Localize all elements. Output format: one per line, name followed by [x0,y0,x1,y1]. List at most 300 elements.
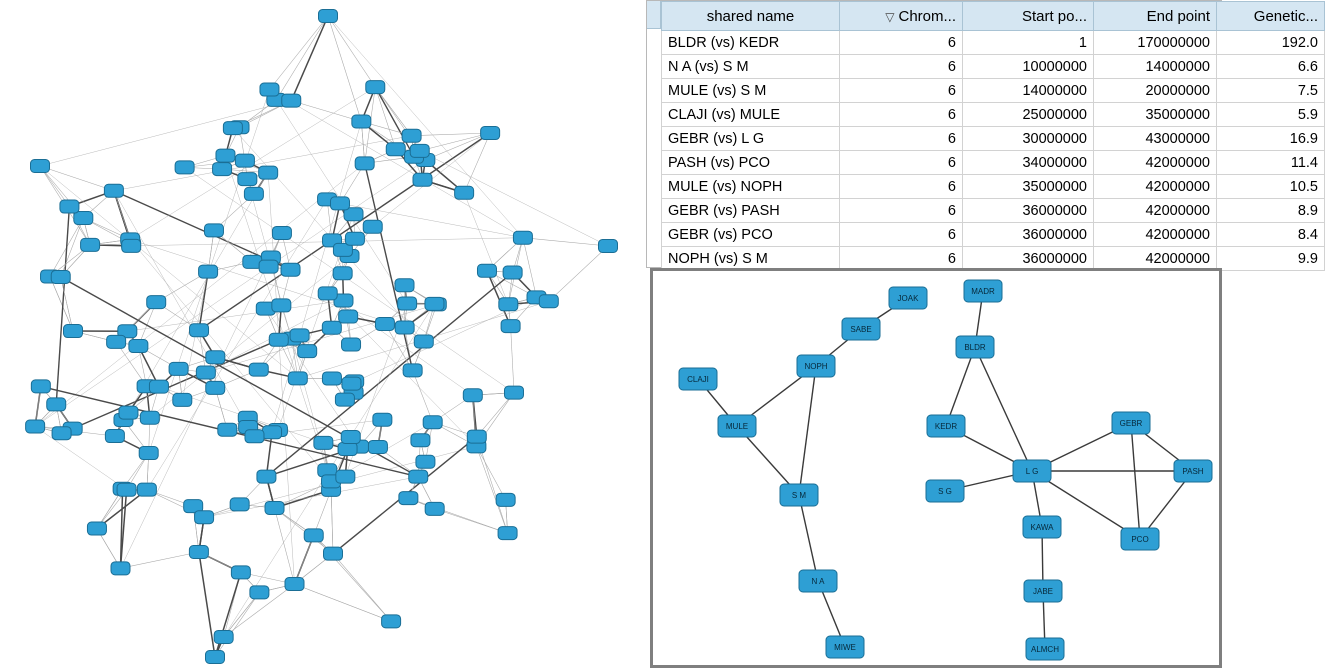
main-network-node[interactable] [175,161,194,174]
node-shape[interactable] [330,197,349,210]
node-shape[interactable] [503,266,522,279]
column-header-end-point[interactable] [1094,2,1217,31]
node-shape[interactable] [195,511,214,524]
node-shape[interactable] [244,187,263,200]
node-shape[interactable] [189,545,208,558]
main-network-edge[interactable] [35,267,269,427]
node-shape[interactable] [342,377,361,390]
main-network-edge[interactable] [413,370,433,422]
node-shape[interactable] [218,423,237,436]
node-shape[interactable] [249,363,268,376]
node-shape[interactable] [342,338,361,351]
node-shape[interactable] [539,295,558,308]
main-network-node[interactable] [403,364,422,377]
cell-shared-name[interactable]: CLAJI (vs) MULE [662,103,840,127]
main-network-node[interactable] [498,527,517,540]
main-network-node[interactable] [455,186,474,199]
sub-network-edge[interactable] [799,366,816,495]
main-network-node[interactable] [31,160,50,173]
table-row[interactable] [662,151,1325,175]
main-network-node[interactable] [169,362,188,375]
main-network-node[interactable] [363,220,382,233]
main-network-node[interactable] [107,335,126,348]
main-network-node[interactable] [26,420,45,433]
cell-end-point[interactable]: 43000000 [1094,127,1217,151]
main-network-edge[interactable] [420,151,608,246]
node-shape[interactable] [175,161,194,174]
main-network-node[interactable] [195,511,214,524]
main-network-node[interactable] [322,321,341,334]
cell-end-point[interactable]: 35000000 [1094,103,1217,127]
table-row[interactable] [662,223,1325,247]
node-shape[interactable] [199,265,218,278]
sub-network-edge[interactable] [975,347,1032,471]
main-network-node[interactable] [173,393,192,406]
main-network-node[interactable] [373,413,392,426]
node-shape[interactable] [363,220,382,233]
node-shape[interactable] [341,431,360,444]
main-network-node[interactable] [318,287,337,300]
node-shape[interactable] [398,297,417,310]
cell-start-point[interactable]: 36000000 [963,199,1094,223]
sub-network-canvas[interactable] [653,271,1219,665]
column-header-start-point[interactable] [963,2,1094,31]
node-shape[interactable] [504,386,523,399]
cell-start-point[interactable]: 30000000 [963,127,1094,151]
node-shape[interactable] [339,310,358,323]
main-network-node[interactable] [481,127,500,140]
cell-start-point[interactable]: 14000000 [963,79,1094,103]
table-row[interactable] [662,247,1325,271]
node-shape[interactable] [599,240,618,253]
sub-network-node[interactable] [842,318,880,340]
node-shape[interactable] [204,224,223,237]
cell-shared-name[interactable]: MULE (vs) NOPH [662,175,840,199]
cell-start-point[interactable]: 25000000 [963,103,1094,127]
main-network-node[interactable] [52,427,71,440]
cell-chromosome[interactable]: 6 [840,79,963,103]
node-shape[interactable] [425,297,444,310]
main-network-edge[interactable] [40,166,114,191]
node-shape[interactable] [304,529,323,542]
main-network-node[interactable] [111,562,130,575]
main-network-node[interactable] [218,423,237,436]
node-shape[interactable] [498,527,517,540]
main-network-edge[interactable] [276,16,328,100]
main-network-node[interactable] [333,267,352,280]
main-network-edge[interactable] [523,238,608,246]
cell-shared-name[interactable]: GEBR (vs) PASH [662,199,840,223]
node-shape[interactable] [501,320,520,333]
main-network-node[interactable] [139,447,158,460]
node-shape[interactable] [119,406,138,419]
node-shape[interactable] [411,434,430,447]
node-shape[interactable] [338,443,357,456]
cell-genetic[interactable]: 11.4 [1217,151,1325,175]
main-network-node[interactable] [352,115,371,128]
node-shape[interactable] [31,160,50,173]
cell-shared-name[interactable]: PASH (vs) PCO [662,151,840,175]
main-network-node[interactable] [425,502,444,515]
main-network-edge[interactable] [275,508,295,584]
cell-genetic[interactable]: 5.9 [1217,103,1325,127]
node-shape[interactable] [257,470,276,483]
main-network-node[interactable] [345,232,364,245]
cell-genetic[interactable]: 10.5 [1217,175,1325,199]
node-shape[interactable] [319,10,338,23]
node-shape[interactable] [395,279,414,292]
node-shape[interactable] [245,430,264,443]
main-network-node[interactable] [244,187,263,200]
main-network-node[interactable] [257,470,276,483]
main-network-edge[interactable] [61,218,84,277]
main-network-node[interactable] [338,443,357,456]
node-shape[interactable] [403,364,422,377]
node-shape[interactable] [122,239,141,252]
main-network-node[interactable] [335,393,354,406]
main-network-node[interactable] [196,366,215,379]
main-network-node[interactable] [281,263,300,276]
sub-network-nodes[interactable] [679,280,1212,660]
main-network-node[interactable] [122,239,141,252]
node-shape[interactable] [425,502,444,515]
node-shape[interactable] [87,522,106,535]
node-shape[interactable] [147,296,166,309]
cell-shared-name[interactable]: GEBR (vs) L G [662,127,840,151]
main-network-node[interactable] [423,416,442,429]
node-shape[interactable] [259,166,278,179]
node-shape[interactable] [105,430,124,443]
main-network-node[interactable] [355,157,374,170]
sub-network-node[interactable] [797,355,835,377]
main-network-node[interactable] [539,295,558,308]
node-shape[interactable] [399,492,418,505]
cell-chromosome[interactable]: 6 [840,151,963,175]
node-shape[interactable] [107,335,126,348]
main-network-node[interactable] [190,324,209,337]
node-shape[interactable] [324,547,343,560]
main-network-node[interactable] [463,389,482,402]
node-shape[interactable] [413,173,432,186]
main-network-edge[interactable] [464,193,508,304]
node-shape[interactable] [333,267,352,280]
main-network-node[interactable] [399,492,418,505]
table-row[interactable] [662,55,1325,79]
cell-chromosome[interactable]: 6 [840,199,963,223]
node-shape[interactable] [206,651,225,664]
main-network-node[interactable] [477,264,496,277]
node-shape[interactable] [272,227,291,240]
node-shape[interactable] [290,329,309,342]
cell-end-point[interactable]: 42000000 [1094,223,1217,247]
main-network-node[interactable] [467,430,486,443]
node-shape[interactable] [463,389,482,402]
table-row[interactable] [662,31,1325,55]
main-network-node[interactable] [425,297,444,310]
main-network-node[interactable] [395,279,414,292]
cell-chromosome[interactable]: 6 [840,103,963,127]
main-network-node[interactable] [304,529,323,542]
cell-chromosome[interactable]: 6 [840,223,963,247]
main-network-node[interactable] [31,380,50,393]
main-network-node[interactable] [368,440,387,453]
main-network-node[interactable] [104,184,123,197]
cell-end-point[interactable]: 14000000 [1094,55,1217,79]
cell-chromosome[interactable]: 6 [840,247,963,271]
node-shape[interactable] [139,447,158,460]
column-header-shared-name[interactable] [662,2,840,31]
main-network-node[interactable] [269,333,288,346]
main-network-node[interactable] [314,436,333,449]
node-shape[interactable] [416,455,435,468]
main-network-node[interactable] [64,325,83,338]
main-network-node[interactable] [324,547,343,560]
sub-network-node[interactable] [1112,412,1150,434]
node-shape[interactable] [345,232,364,245]
main-network-node[interactable] [375,317,394,330]
table-row[interactable] [662,199,1325,223]
main-network-node[interactable] [47,398,66,411]
main-network-node[interactable] [260,83,279,96]
cell-chromosome[interactable]: 6 [840,31,963,55]
main-network-node[interactable] [290,329,309,342]
sub-network-node[interactable] [1013,460,1051,482]
node-shape[interactable] [335,393,354,406]
main-network-node[interactable] [231,566,250,579]
node-shape[interactable] [414,335,433,348]
main-network-edge[interactable] [328,16,361,122]
main-network-node[interactable] [395,321,414,334]
main-network-view[interactable] [0,0,646,669]
main-network-node[interactable] [416,455,435,468]
sub-network-node[interactable] [926,480,964,502]
main-network-node[interactable] [341,431,360,444]
main-network-node[interactable] [245,430,264,443]
main-network-node[interactable] [501,320,520,333]
main-network-node[interactable] [298,345,317,358]
sub-network-node[interactable] [889,287,927,309]
node-shape[interactable] [47,398,66,411]
node-shape[interactable] [288,372,307,385]
cell-end-point[interactable]: 42000000 [1094,199,1217,223]
node-shape[interactable] [129,340,148,353]
main-network-node[interactable] [81,238,100,251]
main-network-node[interactable] [263,426,282,439]
column-header-chromosome[interactable] [840,2,963,31]
main-network-edge[interactable] [215,592,259,657]
main-network-node[interactable] [386,143,405,156]
main-network-node[interactable] [137,483,156,496]
node-shape[interactable] [206,381,225,394]
node-shape[interactable] [269,333,288,346]
node-shape[interactable] [230,498,249,511]
main-network-node[interactable] [411,434,430,447]
cell-shared-name[interactable]: MULE (vs) S M [662,79,840,103]
sub-network-node[interactable] [927,415,965,437]
main-network-node[interactable] [206,381,225,394]
node-shape[interactable] [137,483,156,496]
node-shape[interactable] [477,264,496,277]
node-shape[interactable] [223,122,242,135]
sub-network-node[interactable] [1174,460,1212,482]
cell-genetic[interactable]: 8.4 [1217,223,1325,247]
node-shape[interactable] [196,366,215,379]
main-network-node[interactable] [599,240,618,253]
node-shape[interactable] [272,299,291,312]
node-shape[interactable] [265,501,284,514]
node-shape[interactable] [51,270,70,283]
node-shape[interactable] [104,184,123,197]
node-shape[interactable] [322,321,341,334]
sub-network-node[interactable] [1023,516,1061,538]
cell-genetic[interactable]: 9.9 [1217,247,1325,271]
main-network-node[interactable] [342,338,361,351]
main-network-node[interactable] [60,200,79,213]
main-network-node[interactable] [119,406,138,419]
node-shape[interactable] [355,157,374,170]
main-network-edge[interactable] [365,163,413,370]
cell-chromosome[interactable]: 6 [840,127,963,151]
sub-network-edge[interactable] [946,347,975,426]
main-network-canvas[interactable] [0,0,646,669]
main-network-node[interactable] [149,380,168,393]
main-network-node[interactable] [259,166,278,179]
cell-genetic[interactable]: 6.6 [1217,55,1325,79]
sub-network-node[interactable] [964,280,1002,302]
main-network-node[interactable] [272,227,291,240]
cell-chromosome[interactable]: 6 [840,55,963,79]
node-shape[interactable] [173,393,192,406]
table-row[interactable] [662,127,1325,151]
main-network-node[interactable] [199,265,218,278]
main-network-edge[interactable] [295,584,392,621]
main-network-node[interactable] [288,372,307,385]
main-network-edge[interactable] [121,489,123,569]
cell-genetic[interactable]: 16.9 [1217,127,1325,151]
node-shape[interactable] [366,81,385,94]
sub-network-node[interactable] [1026,638,1064,660]
node-shape[interactable] [231,566,250,579]
table-row[interactable] [662,103,1325,127]
node-shape[interactable] [455,186,474,199]
cell-start-point[interactable]: 36000000 [963,247,1094,271]
node-shape[interactable] [149,380,168,393]
node-shape[interactable] [409,470,428,483]
node-shape[interactable] [386,143,405,156]
table-scroll-area[interactable] [661,1,1318,267]
main-network-node[interactable] [259,260,278,273]
node-shape[interactable] [282,94,301,107]
cell-genetic[interactable]: 8.9 [1217,199,1325,223]
main-network-node[interactable] [213,163,232,176]
main-network-edge[interactable] [275,508,334,554]
sub-network-node[interactable] [718,415,756,437]
main-network-node[interactable] [330,197,349,210]
node-shape[interactable] [81,238,100,251]
main-network-node[interactable] [402,129,421,142]
node-shape[interactable] [368,440,387,453]
main-network-node[interactable] [129,340,148,353]
cell-start-point[interactable]: 1 [963,31,1094,55]
cell-start-point[interactable]: 36000000 [963,223,1094,247]
main-network-node[interactable] [140,411,159,424]
node-shape[interactable] [214,630,233,643]
node-shape[interactable] [314,436,333,449]
main-network-node[interactable] [382,615,401,628]
main-network-node[interactable] [322,372,341,385]
main-network-edge[interactable] [420,133,490,151]
main-network-node[interactable] [414,335,433,348]
main-network-edge[interactable] [523,238,537,298]
main-network-node[interactable] [204,224,223,237]
cell-start-point[interactable]: 35000000 [963,175,1094,199]
main-network-node[interactable] [223,122,242,135]
main-network-node[interactable] [282,94,301,107]
node-shape[interactable] [259,260,278,273]
main-network-node[interactable] [398,297,417,310]
main-network-edge[interactable] [333,554,391,622]
main-network-node[interactable] [319,10,338,23]
edge-table[interactable] [661,1,1325,271]
node-shape[interactable] [382,615,401,628]
main-network-edge[interactable] [114,191,248,427]
node-shape[interactable] [336,470,355,483]
main-network-node[interactable] [250,586,269,599]
main-network-node[interactable] [499,298,518,311]
node-shape[interactable] [140,411,159,424]
cell-end-point[interactable]: 20000000 [1094,79,1217,103]
main-network-edge[interactable] [270,16,329,90]
main-network-edge[interactable] [121,552,199,568]
main-network-node[interactable] [249,363,268,376]
node-shape[interactable] [263,426,282,439]
cell-end-point[interactable]: 42000000 [1094,247,1217,271]
main-network-node[interactable] [206,651,225,664]
cell-start-point[interactable]: 10000000 [963,55,1094,79]
node-shape[interactable] [169,362,188,375]
main-network-node[interactable] [413,173,432,186]
main-network-node[interactable] [105,430,124,443]
sub-network-node[interactable] [780,484,818,506]
node-shape[interactable] [402,129,421,142]
sub-network-node[interactable] [679,368,717,390]
node-shape[interactable] [213,163,232,176]
main-network-edge[interactable] [476,446,507,533]
sub-network-node[interactable] [799,570,837,592]
sub-network-node[interactable] [826,636,864,658]
main-network-node[interactable] [342,377,361,390]
main-network-edge[interactable] [549,246,608,301]
main-network-node[interactable] [51,270,70,283]
main-network-node[interactable] [238,173,257,186]
node-shape[interactable] [238,173,257,186]
cell-shared-name[interactable]: GEBR (vs) PCO [662,223,840,247]
node-shape[interactable] [206,351,225,364]
node-shape[interactable] [26,420,45,433]
main-network-edge[interactable] [206,304,437,372]
node-shape[interactable] [423,416,442,429]
main-network-node[interactable] [265,501,284,514]
cell-shared-name[interactable]: NOPH (vs) S M [662,247,840,271]
main-network-node[interactable] [285,578,304,591]
node-shape[interactable] [496,493,515,506]
main-network-node[interactable] [147,296,166,309]
main-network-node[interactable] [87,522,106,535]
table-row[interactable] [662,175,1325,199]
main-network-node[interactable] [339,310,358,323]
node-shape[interactable] [481,127,500,140]
sub-network-node[interactable] [1024,580,1062,602]
